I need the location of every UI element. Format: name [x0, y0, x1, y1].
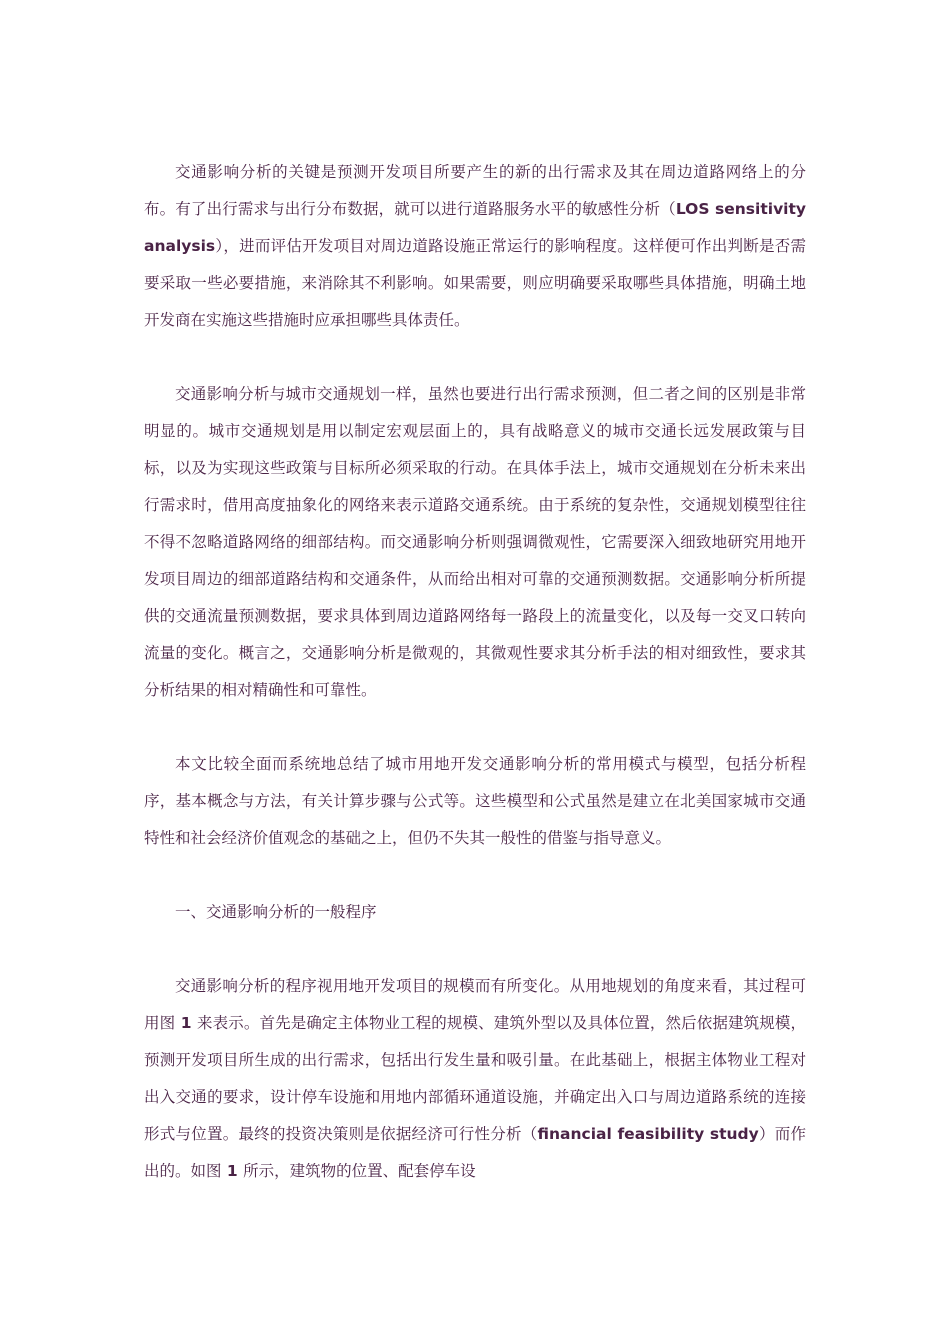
- paragraph-los-analysis: [144, 154, 806, 339]
- bold-term-financial: financial feasibility study: [537, 1125, 759, 1143]
- paragraph-text: 来表示。首先是确定主体物业工程的规模、建筑外型以及具体位置，然后依据建筑规模，预测开发项目所生成的出行需求，包括出行发生量和吸引量。在此基础上，根据主体物业工程对出入交通的要求，设计停车设施和用地内部循环通道设施，并确定出入口与周边道路系统的连接形式与位置。最终的投资决策则是依据经济可行性分析（: [144, 1014, 806, 1143]
- paragraph-text: 交通影响分析的程序视用地开发项目的规模而有所变化。从用地规划的角度来看，其过程可用图: [144, 977, 806, 1032]
- paragraph-summary: 本文比较全面而系统地总结了城市用地开发交通影响分析的常用模式与模型，包括分析程序，基本概念与方法，有关计算步骤与公式等。这些模型和公式虽然是建立在北美国家城市交通特性和社会经济价值观念的基础之上，但仍不失其一般性的借鉴与指导意义。: [144, 755, 806, 847]
- document-body: [144, 154, 806, 1190]
- paragraph-text: ），进而评估开发项目对周边道路设施正常运行的影响程度。这样便可作出判断是否需要采取一些必要措施，来消除其不利影响。如果需要，则应明确要采取哪些具体措施，明确土地开发商在实施这些措施时应承担哪些具体责任。: [144, 237, 806, 329]
- paragraph-procedure: [144, 968, 806, 1190]
- bold-term-los: LOS sensitivity analysis: [144, 200, 806, 255]
- paragraph-gap: [144, 709, 806, 746]
- section-heading: 一、交通影响分析的一般程序: [175, 903, 377, 921]
- paragraph-text: ）而作出的。如图: [144, 1125, 806, 1180]
- paragraph-planning-comparison: 交通影响分析与城市交通规划一样，虽然也要进行出行需求预测，但二者之间的区别是非常明显的。城市交通规划是用以制定宏观层面上的，具有战略意义的城市交通长远发展政策与目标，以及为实现这些政策与目标所必须采取的行动。在具体手法上，城市交通规划在分析未来出行需求时，借用高度抽象化的网络来表示道路交通系统。由于系统的复杂性，交通规划模型往往不得不忽略道路网络的细部结构。而交通影响分析则强调微观性，它需要深入细致地研究用地开发项目周边的细部道路结构和交通条件，从而给出相对可靠的交通预测数据。交通影响分析所提供的交通流量预测数据，要求具体到周边道路网络每一路段上的流量变化，以及每一交叉口转向流量的变化。概言之，交通影响分析是微观的，其微观性要求其分析手法的相对细致性，要求其分析结果的相对精确性和可靠性。: [144, 385, 806, 699]
- paragraph-gap: [144, 339, 806, 376]
- figure-ref: 1: [221, 1162, 244, 1180]
- figure-ref: 1: [175, 1014, 198, 1032]
- paragraph-text: 交通影响分析的关键是预测开发项目所要产生的新的出行需求及其在周边道路网络上的分布。有了出行需求与出行分布数据，就可以进行道路服务水平的敏感性分析（: [144, 163, 806, 218]
- paragraph-gap: [144, 931, 806, 968]
- paragraph-gap: [144, 857, 806, 894]
- paragraph-text: 所示，建筑物的位置、配套停车设: [243, 1162, 476, 1180]
